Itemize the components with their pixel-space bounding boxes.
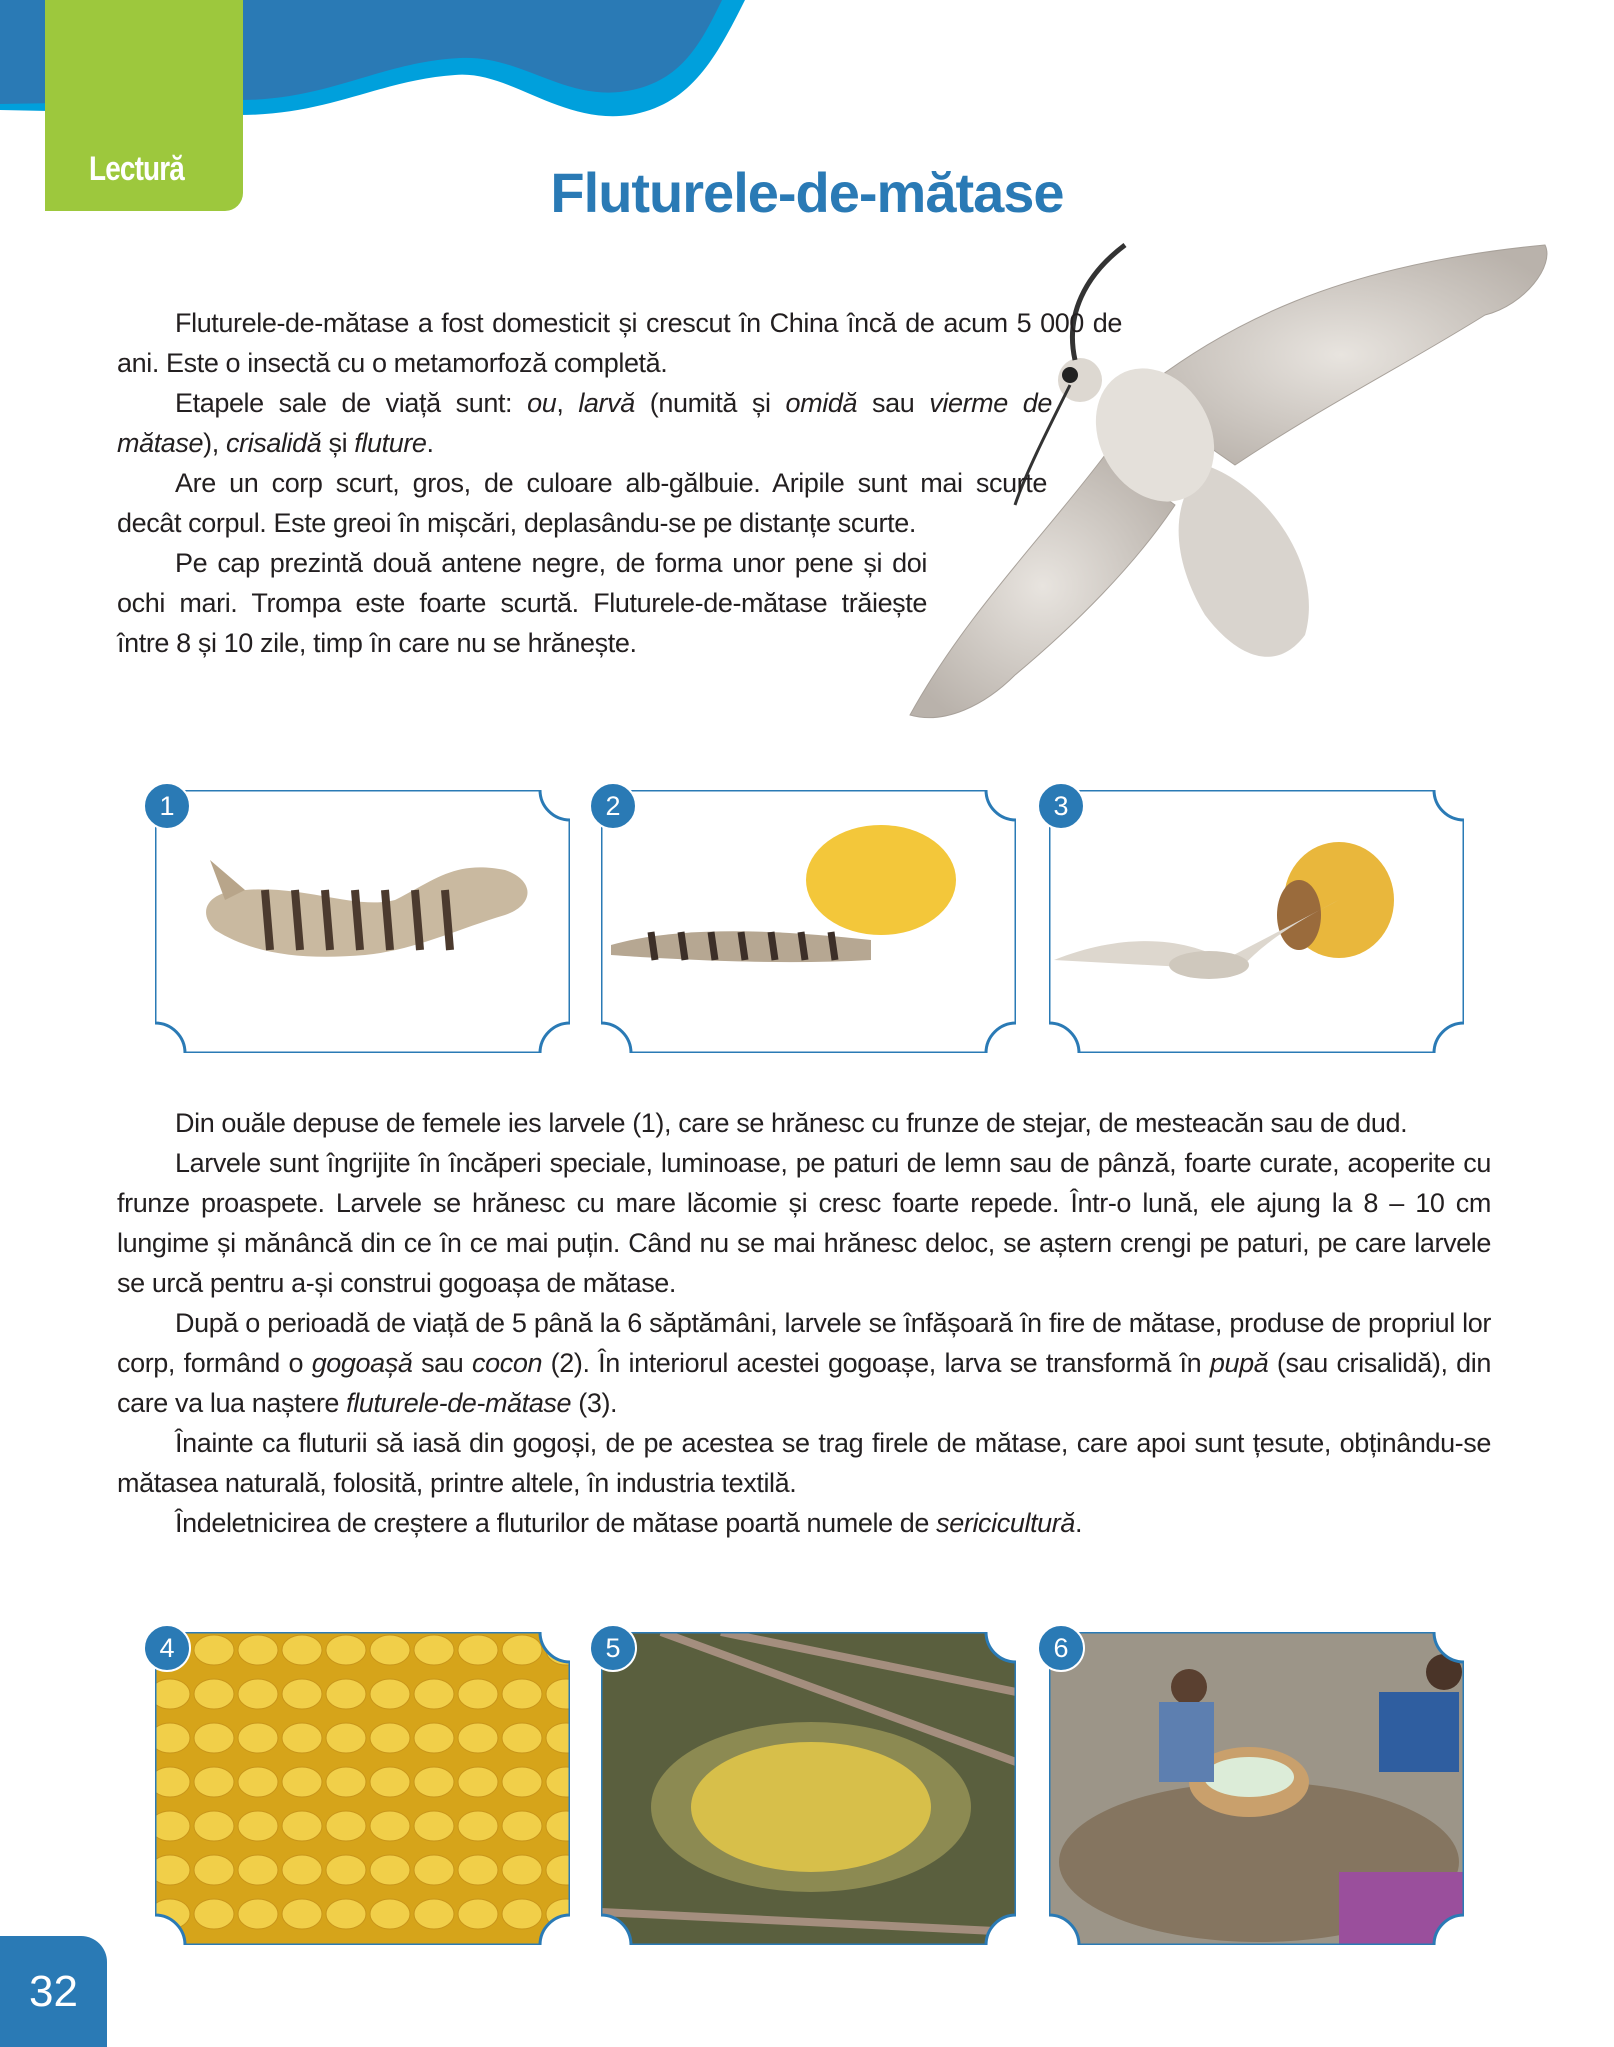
figure-number-badge: 4 (143, 1624, 191, 1672)
text-run: sau (412, 1348, 473, 1378)
text-run: După o perioadă de viață de 5 până la 6 săptămâni, larvele se înfășoară în fire de mătase, produse de propriul lor corp, formând o (117, 1308, 1491, 1378)
paragraph (117, 1423, 1491, 1503)
text-run: Îndeletnicirea de creștere a fluturilor de mătase poartă numele de (175, 1508, 937, 1538)
italic-term: sericicultură (936, 1508, 1076, 1538)
page-title: Fluturele-de-mătase (550, 161, 1064, 224)
figure-number-badge: 6 (1037, 1624, 1085, 1672)
text-run: Pe cap prezintă două antene negre, de forma unor pene și doi ochi mari. Trompa este foarte scurtă. Fluturele-de-mătase trăiește între 8 și 10 zile, timp în care nu se hrănește. (117, 548, 927, 658)
section-label: Lectură (89, 150, 184, 188)
figure-frame (601, 790, 1016, 1053)
larva-and-cocoon-picture (611, 825, 956, 962)
moth-and-open-cocoon-picture (1054, 842, 1394, 979)
text-run: Fluturele-de-mătase a fost domesticit și crescut în China încă de acum 5 000 de ani. Este o insectă cu o metamorfoză completă. (117, 308, 1122, 378)
figure-1 (155, 790, 570, 1053)
figure-frame (1049, 1632, 1464, 1945)
figure-3 (1049, 790, 1464, 1053)
figure-2 (601, 790, 1016, 1053)
intro-text (117, 303, 1122, 663)
text-run: Din ouăle depuse de femele ies larvele (1), care se hrănesc cu frunze de stejar, de mesteacăn sau de dud. (175, 1108, 1408, 1138)
paragraph (117, 543, 927, 663)
figure-4 (155, 1632, 570, 1945)
figure-frame (155, 1632, 570, 1945)
text-run: ), (203, 428, 226, 458)
italic-term: ou (527, 388, 557, 418)
body-text (117, 1103, 1491, 1543)
paragraph (117, 1103, 1491, 1143)
sericulture-workers-picture (1049, 1632, 1464, 1944)
text-run: Etapele sale de viață sunt: (175, 388, 528, 418)
text-run: . (426, 428, 434, 458)
figure-number-badge: 5 (589, 1624, 637, 1672)
cocoon-on-branches-picture (601, 1632, 1016, 1944)
paragraph (117, 1303, 1491, 1423)
italic-term: cocon (472, 1348, 543, 1378)
page-number: 32 (0, 1936, 107, 2047)
paragraph (117, 303, 1122, 383)
text-run: (2). În interiorul acestei gogoașe, larva se transformă în (542, 1348, 1210, 1378)
figure-frame (155, 790, 570, 1053)
paragraph (117, 1143, 1491, 1303)
figure-5 (601, 1632, 1016, 1945)
text-run: și (321, 428, 355, 458)
figure-frame (1049, 790, 1464, 1053)
larva-picture (206, 860, 527, 957)
italic-term: gogoașă (311, 1348, 413, 1378)
figure-number-badge: 1 (143, 782, 191, 830)
figure-number-badge: 3 (1037, 782, 1085, 830)
paragraph (117, 383, 1052, 463)
italic-term: pupă (1209, 1348, 1269, 1378)
text-run: (sau crisalidă), din care va lua naștere (117, 1348, 1491, 1418)
text-run: . (1075, 1508, 1083, 1538)
italic-term: crisalidă (225, 428, 322, 458)
italic-term: omidă (785, 388, 858, 418)
italic-term: fluture (354, 428, 427, 458)
italic-term: larvă (578, 388, 635, 418)
italic-term: vierme de mătase (117, 388, 1053, 458)
cocoons-heap-picture (155, 1632, 570, 1944)
text-run: (3). (571, 1388, 618, 1418)
text-run: Înainte ca fluturii să iasă din gogoși, de pe acestea se trag firele de mătase, care apoi sunt țesute, obținându-se mătasea naturală, folosită, printre altele, în industria textilă. (117, 1428, 1491, 1498)
figure-frame (601, 1632, 1016, 1945)
text-run: , (556, 388, 579, 418)
text-run: sau (857, 388, 930, 418)
text-run: Are un corp scurt, gros, de culoare alb-gălbuie. Aripile sunt mai scurte decât corpul. Este greoi în mișcări, deplasându-se pe distanțe scurte. (117, 468, 1047, 538)
text-run: (numită și (634, 388, 786, 418)
figure-6 (1049, 1632, 1464, 1945)
figure-number-badge: 2 (589, 782, 637, 830)
italic-term: fluturele-de-mătase (346, 1388, 572, 1418)
paragraph (117, 463, 1047, 543)
paragraph (117, 1503, 1491, 1543)
text-run: Larvele sunt îngrijite în încăperi speciale, luminoase, pe paturi de lemn sau de pânză, foarte curate, acoperite cu frunze proaspete. Larvele se hrănesc cu mare lăcomie și cresc foarte repede. Într-o lună, ele ajung la 8 – 10 cm lungime și mănâncă din ce în ce mai puțin. Când nu se mai hrănesc deloc, se aștern crengi pe paturi, pe care larvele se urcă pentru a-și construi gogoașa de mătase. (117, 1148, 1491, 1298)
